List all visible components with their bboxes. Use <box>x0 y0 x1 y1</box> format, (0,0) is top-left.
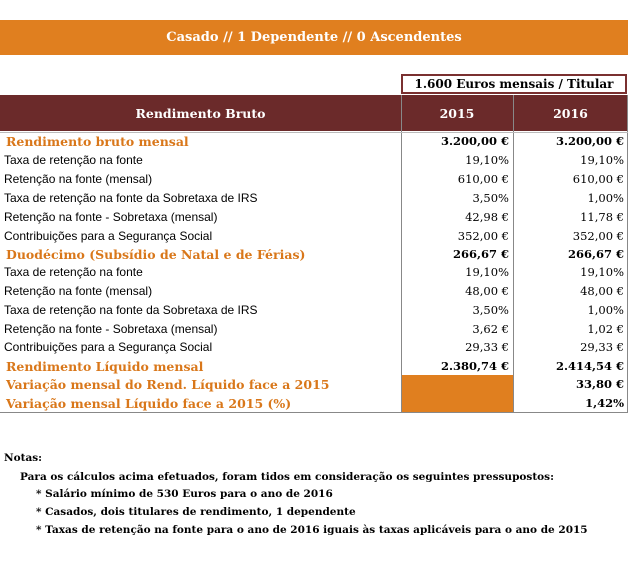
value-2016: 3.200,00 € <box>555 134 624 148</box>
notes-intro: Para os cálculos acima efetuados, foram tidos em consideração os seguintes pressupostos: <box>20 471 554 483</box>
table-row <box>0 189 628 208</box>
table-row <box>0 357 628 376</box>
value-2015: 2.380,74 € <box>440 359 509 373</box>
column-header-label: Rendimento Bruto <box>135 105 266 121</box>
value-2016: 2.414,54 € <box>555 359 624 373</box>
row-label: Duodécimo (Subsídio de Natal e de Férias) <box>6 247 306 262</box>
row-label: Contribuições para a Segurança Social <box>4 340 213 354</box>
notes-title: Notas: <box>4 452 43 464</box>
value-2016: 1,02 € <box>587 322 624 336</box>
table-row <box>0 338 628 357</box>
value-2016: 19,10% <box>580 153 624 167</box>
value-2015: 266,67 € <box>452 247 509 261</box>
table-row <box>0 245 628 264</box>
table-row <box>0 132 628 151</box>
grid-line <box>0 412 628 413</box>
table-row <box>0 282 628 301</box>
value-2015: 3,62 € <box>472 322 509 336</box>
value-2015: 42,98 € <box>465 210 509 224</box>
table-row <box>0 375 628 394</box>
value-2016: 29,33 € <box>580 340 624 354</box>
table-title-banner: Casado // 1 Dependente // 0 Ascendentes <box>0 20 628 55</box>
column-header-row <box>0 95 628 131</box>
value-2015: 610,00 € <box>457 172 509 186</box>
table-row <box>0 151 628 170</box>
table-row <box>0 208 628 227</box>
value-2015: 3,50% <box>472 303 509 317</box>
value-2016: 1,00% <box>587 191 624 205</box>
note-item: * Casados, dois titulares de rendimento, 1 dependente <box>36 506 356 518</box>
value-2015: 19,10% <box>465 265 509 279</box>
value-2016: 48,00 € <box>580 284 624 298</box>
value-2016: 266,67 € <box>567 247 624 261</box>
table-row <box>0 394 628 413</box>
table-row <box>0 320 628 339</box>
value-2015: 29,33 € <box>465 340 509 354</box>
table-row <box>0 170 628 189</box>
row-label: Retenção na fonte (mensal) <box>4 284 153 298</box>
row-label: Variação mensal Líquido face a 2015 (%) <box>6 396 292 411</box>
value-2016: 33,80 € <box>575 377 624 391</box>
column-header-2016: 2016 <box>553 105 588 121</box>
value-2015: 48,00 € <box>465 284 509 298</box>
row-label: Taxa de retenção na fonte <box>4 153 143 167</box>
value-2015: 19,10% <box>465 153 509 167</box>
row-label: Retenção na fonte - Sobretaxa (mensal) <box>4 210 218 224</box>
grid-line <box>401 95 402 413</box>
table-row <box>0 263 628 282</box>
value-2015 <box>401 394 509 413</box>
grid-line <box>513 95 514 413</box>
income-header-box: 1.600 Euros mensais / Titular <box>401 74 627 94</box>
row-label: Rendimento bruto mensal <box>6 134 189 149</box>
table-row <box>0 227 628 246</box>
table-row <box>0 301 628 320</box>
value-2015 <box>401 375 509 394</box>
value-2016: 1,42% <box>585 396 624 410</box>
row-label: Variação mensal do Rend. Líquido face a 2015 <box>6 377 330 392</box>
row-label: Taxa de retenção na fonte da Sobretaxa de IRS <box>4 191 258 205</box>
column-header-2015: 2015 <box>439 105 475 121</box>
value-2016: 352,00 € <box>572 229 624 243</box>
note-item: * Salário mínimo de 530 Euros para o ano de 2016 <box>36 488 333 500</box>
row-label: Retenção na fonte - Sobretaxa (mensal) <box>4 322 218 336</box>
value-2016: 1,00% <box>587 303 624 317</box>
row-label: Retenção na fonte (mensal) <box>4 172 153 186</box>
value-2016: 19,10% <box>580 265 624 279</box>
value-2015: 352,00 € <box>457 229 509 243</box>
row-label: Taxa de retenção na fonte <box>4 265 143 279</box>
row-label: Taxa de retenção na fonte da Sobretaxa de IRS <box>4 303 258 317</box>
value-2015: 3.200,00 € <box>440 134 509 148</box>
row-label: Contribuições para a Segurança Social <box>4 229 213 243</box>
note-item: * Taxas de retenção na fonte para o ano de 2016 iguais às taxas aplicáveis para o ano de 2015 <box>36 524 588 536</box>
row-label: Rendimento Líquido mensal <box>6 359 204 374</box>
value-2016: 610,00 € <box>572 172 624 186</box>
value-2016: 11,78 € <box>580 210 624 224</box>
value-2015: 3,50% <box>472 191 509 205</box>
grid-line <box>0 132 628 133</box>
